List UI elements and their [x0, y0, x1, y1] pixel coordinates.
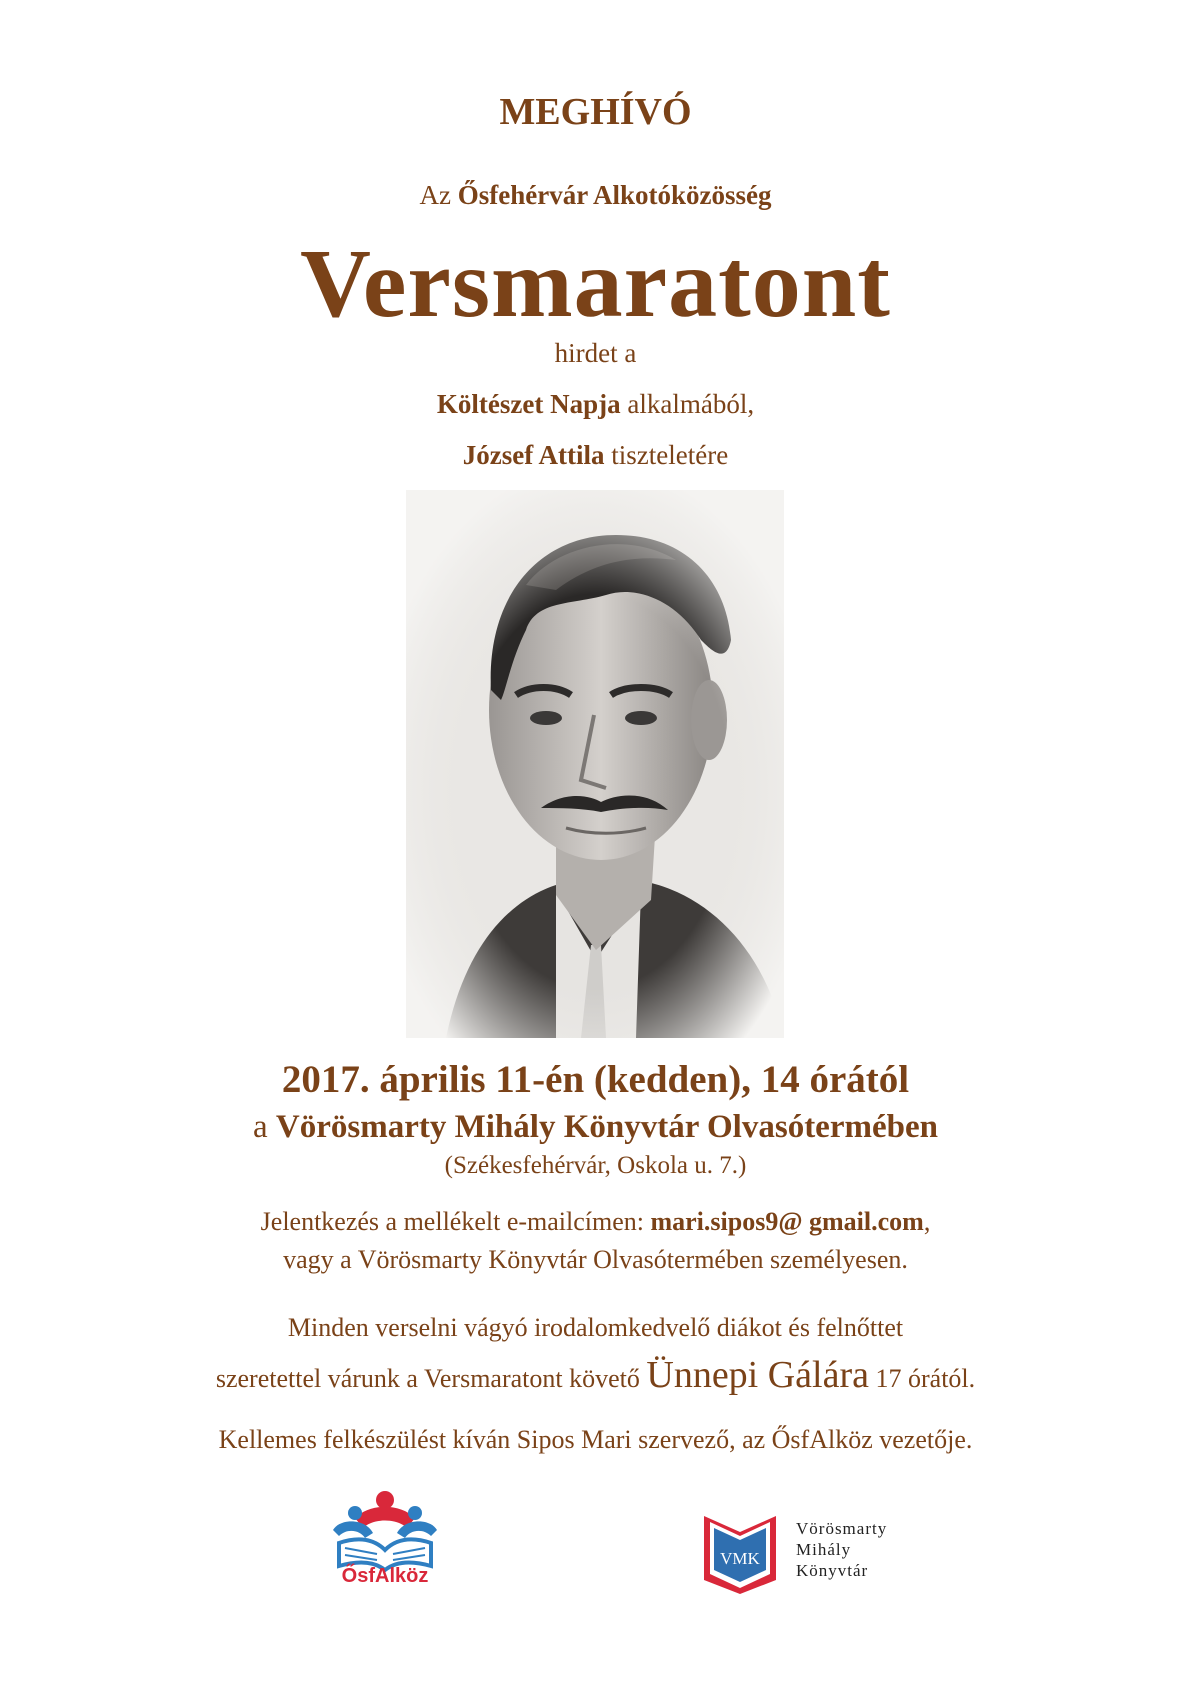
vmk-line-3: Könyvtár [796, 1561, 869, 1580]
vmk-monogram: VMK [720, 1549, 760, 1568]
honor-rest: tiszteletére [604, 440, 729, 470]
registration-suffix: , [923, 1207, 931, 1236]
honor-line [0, 440, 1191, 471]
invitation-prefix: szeretettel várunk a Versmaratont követő [215, 1364, 647, 1393]
occasion-name: Költészet Napja [436, 389, 621, 419]
vmk-logo-icon [700, 1510, 780, 1596]
organizer-name: Ősfehérvár Alkotóközösség [457, 180, 772, 210]
registration-line-2: vagy a Vörösmarty Könyvtár Olvasótermében személyesen. [283, 1245, 908, 1274]
invitation-line-2 [0, 1353, 1191, 1397]
event-address: (Székesfehérvár, Oskola u. 7.) [444, 1152, 747, 1179]
honoree-name: József Attila [462, 440, 605, 470]
venue-prefix: a [253, 1109, 276, 1145]
vmk-line-2: Mihály [796, 1540, 852, 1559]
event-name: Versmaratont [300, 230, 891, 338]
vmk-line-1: Vörösmarty [796, 1519, 888, 1538]
invitation-suffix: 17 órától. [869, 1364, 976, 1393]
event-venue [0, 1109, 1191, 1146]
occasion-line [0, 389, 1191, 420]
venue-name: Vörösmarty Mihály Könyvtár Olvasótermében [275, 1109, 938, 1145]
osfalkoz-logo-label: ŐsfAlköz [341, 1565, 429, 1587]
registration-line-1 [0, 1207, 1191, 1237]
invitation-line-1: Minden verselni vágyó irodalomkedvelő diákot és felnőttet [287, 1313, 904, 1342]
registration-prefix: Jelentkezés a mellékelt e-mailcímen: [260, 1207, 651, 1236]
organizer-prefix: Az [419, 180, 451, 210]
gala-name: Ünnepi Gálára [646, 1354, 869, 1396]
announces-text: hirdet a [554, 338, 637, 368]
event-date: 2017. április 11-én (kedden), 14 órától [281, 1058, 910, 1101]
vmk-logo-text [796, 1518, 887, 1581]
registration-email[interactable]: mari.sipos9@ gmail.com [650, 1207, 924, 1236]
organizer-line [0, 180, 1191, 211]
signature-line: Kellemes felkészülést kíván Sipos Mari szervező, az ŐsfAlköz vezetője. [218, 1425, 973, 1454]
portrait-photo [406, 490, 784, 1038]
page-title: MEGHÍVÓ [499, 91, 692, 133]
occasion-rest: alkalmából, [620, 389, 755, 419]
